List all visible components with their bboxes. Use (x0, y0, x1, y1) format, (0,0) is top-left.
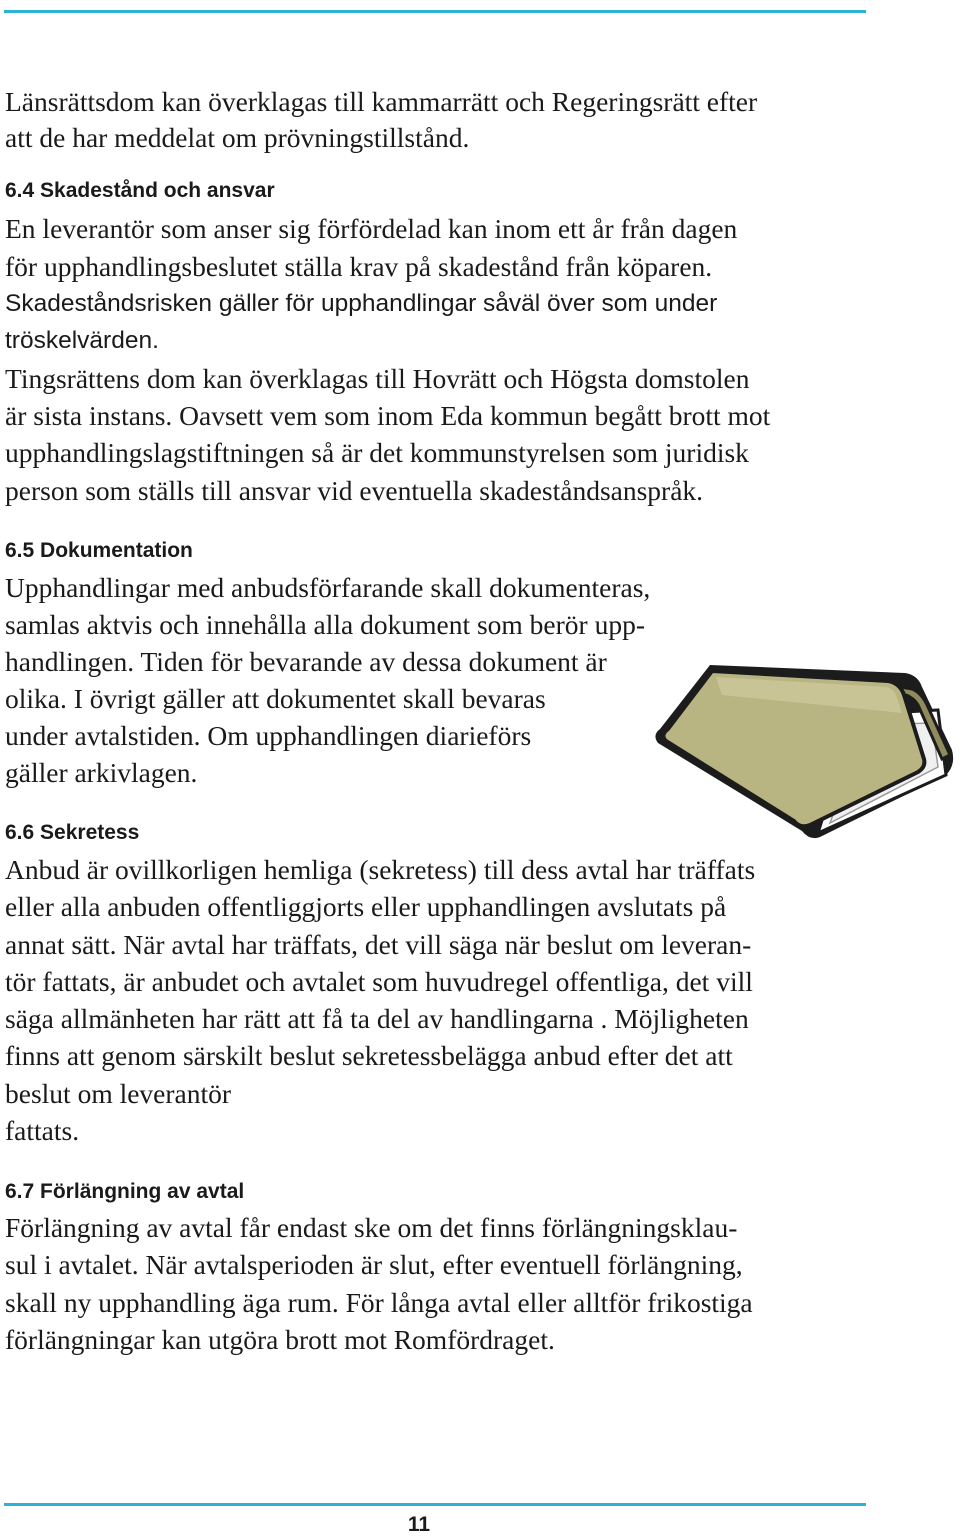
text-line: sul i avtalet. När avtalsperioden är slut, efter eventuell förlängning, (5, 1249, 743, 1280)
text-line: under avtalstiden. Om upphandlingen diarieförs (5, 720, 532, 751)
text-line: olika. I övrigt gäller att dokumentet skall bevaras (5, 683, 546, 714)
text-line: person som ställs till ansvar vid eventuella skadeståndsanspråk. (5, 475, 704, 506)
text-line: upphandlingslagstiftningen så är det kommunstyrelsen som juridisk (5, 437, 749, 468)
section-heading-6-6: 6.6 Sekretess (5, 821, 140, 844)
text-line: för upphandlingsbeslutet ställa krav på skadestånd från köparen. (5, 251, 713, 282)
text-line: En leverantör som anser sig förfördelad kan inom ett år från dagen (5, 213, 738, 244)
text-line: skall ny upphandling äga rum. För långa avtal eller alltför frikostiga (5, 1287, 753, 1318)
section-heading-6-5: 6.5 Dokumentation (5, 539, 193, 562)
section-heading-6-7: 6.7 Förlängning av avtal (5, 1180, 245, 1203)
text-line: tröskelvärden. (5, 327, 159, 354)
text-line: Tingsrättens dom kan överklagas till Hovrätt och Högsta domstolen (5, 363, 750, 394)
text-line: tör fattats, är anbudet och avtalet som huvudregel offentliga, det vill (5, 966, 753, 997)
text-line: Upphandlingar med anbudsförfarande skall dokumenteras, (5, 572, 651, 603)
text-line: gäller arkivlagen. (5, 757, 198, 788)
folder-icon (650, 655, 960, 840)
text-line: samlas aktvis och innehålla alla dokument som berör upp- (5, 609, 645, 640)
text-line: Länsrättsdom kan överklagas till kammarrätt och Regeringsrätt efter (5, 86, 758, 117)
text-line: annat sätt. När avtal har träffats, det vill säga när beslut om leveran- (5, 929, 752, 960)
page-number: 11 (407, 1513, 431, 1536)
text-line: är sista instans. Oavsett vem som inom Eda kommun begått brott mot (5, 400, 771, 431)
text-line: eller alla anbuden offentliggjorts eller upphandlingen avslutats på (5, 891, 727, 922)
text-line: handlingen. Tiden för bevarande av dessa dokument är (5, 646, 607, 677)
text-line: fattats. (5, 1115, 80, 1146)
text-line: Förlängning av avtal får endast ske om det finns förlängningsklau- (5, 1212, 738, 1243)
text-line: finns att genom särskilt beslut sekretessbelägga anbud efter det att (5, 1040, 733, 1071)
top-rule (4, 10, 866, 13)
text-line: Anbud är ovillkorligen hemliga (sekretess) till dess avtal har träffats (5, 854, 756, 885)
text-line: säga allmänheten har rätt att få ta del av handlingarna . Möjligheten (5, 1003, 749, 1034)
section-heading-6-4: 6.4 Skadestånd och ansvar (5, 179, 275, 202)
text-line: förlängningar kan utgöra brott mot Romfördraget. (5, 1324, 555, 1355)
text-line: beslut om leverantör (5, 1078, 232, 1109)
text-line: att de har meddelat om prövningstillstånd. (5, 122, 470, 153)
bottom-rule (4, 1503, 866, 1506)
text-line: Skadeståndsrisken gäller för upphandlingar såväl över som under (5, 290, 718, 317)
